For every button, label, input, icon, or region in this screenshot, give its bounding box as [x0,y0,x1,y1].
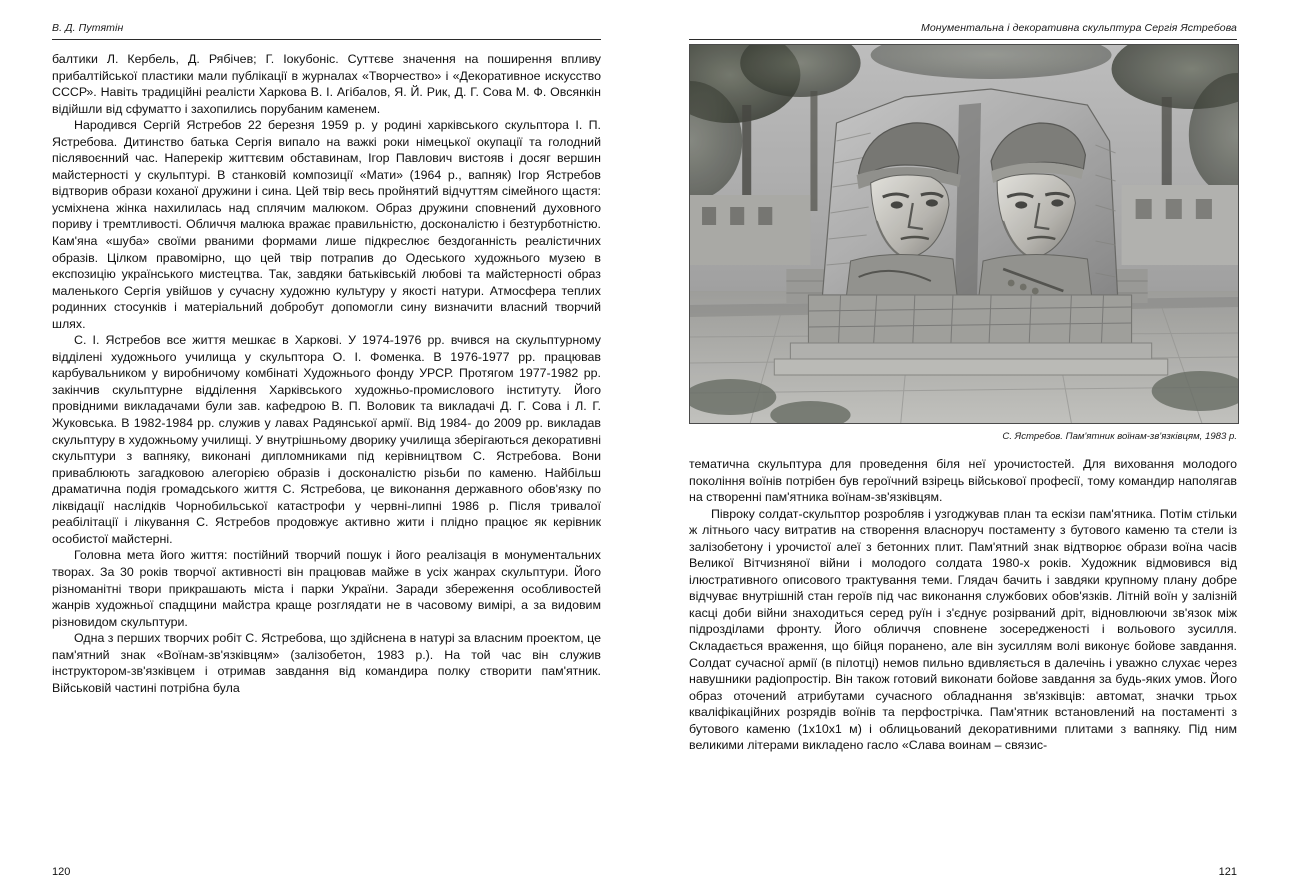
right-page [645,0,1289,896]
right-header-rule [689,39,1237,40]
paragraph: С. І. Ястребов все життя мешкає в Харкові. У 1974-1976 рр. вчився на скульптурному відділені художнього училища у скульптора О. І. Фоменка. В 1976-1977 рр. працював карбувальником у виробничому комбінаті Художнього фонду УРСР. Протягом 1977-1982 рр. закінчив скульптурне відділення Харківського художньо-промислового інституту. Його провідними викладачами були зав. кафедрою В. П. Воловик та викладачі Д. Г. Сова і Л. Г. Жуковська. В 1982-1984 рр. служив у лавах Радянської армії. Від 1984- до 2009 рр. викладав скульптуру в художньому училищі. У внутрішньому дворику училища зберігаються декоративні скульптури з вапняку, виконані дипломниками під керівництвом С. Ястребова. Вони приваблюють загадковою алегорією образів і досконалістю різьби по каменю. Найбільш драматична подія громадського життя С. Ястребова, це виконання державного обов'язку по ліквідації наслідків Чорнобильської катастрофи у червні-липні 1986 р. Після тривалої реабілітації і лікування С. Ястребов продовжує активно жити і плідно працює як керівник особистої майстерні. [52,333,601,546]
left-header-rule [52,39,601,40]
left-running-head: В. Д. Путятін [52,22,124,34]
paragraph: тематична скульптура для проведення біля неї урочистостей. Для виховання молодого покоління воїнів потрібен був героїчний взірець військової професії, тому командир наполягав на створенні пам'ятника воїнам-зв'язківцям. [689,457,1237,505]
paragraph: балтики Л. Кербель, Д. Рябічев; Г. Іокубоніс. Суттєве значення на поширення впливу прибалтійської пластики мали публікації в журналах «Творчество» і «Декоративное искусство СССР». Навіть традиційні реалісти Харкова В. І. Агібалов, Я. Й. Рик, Д. Г. Сова М. Ф. Овсянкін відійшли від сфуматто і захопились порубаним каменем. [52,52,601,116]
paragraph: Народився Сергій Ястребов 22 березня 1959 р. у родині харківського скульптора І. П. Ястребова. Дитинство батька Сергія випало на важкі роки німецької окупації та голодний післявоєнний час. Наперекір життєвим обставинам, Ігор Павлович вистояв і досяг вершин майстерності у скульптурі. В станковій композиції «Мати» (1964 р., вапняк) Ігор Ястребов відтворив образи коханої дружини і сина. Цей твір весь пройнятий відчуттям сімейного щастя: усміхнена жінка нахилилась над сплячим малюком. Образ дружини сповнений духовного пориву і тремтливості. Обличчя малюка вражає правильністю, досконалістю і безтурботністю. Кам'яна «шуба» своїми рваними формами лише підкреслює бездоганність реалістичних образів. Цілком правомірно, що цей твір потрапив до Одеського художнього музею в експозицію українського мистецтва. Так, завдяки батьківській любові та майстерності образ маленького Сергія увійшов у сучасну художню культуру у якості натури. Атмосфера теплих родинних стосунків і матеріальний добробут допомогли сину визначити власний творчий шлях. [52,118,601,331]
paragraph: Одна з перших творчих робіт С. Ястребова, що здійснена в натурі за власним проектом, це пам'ятний знак «Воїнам-зв'язківцям» (залізобетон, 1983 р.). На той час він служив інструктором-зв'язківцем і отримав завдання від командира полку створити пам'ятник. Військовій частині потрібна була [52,631,602,695]
left-page-number: 120 [52,866,71,878]
paragraph: Півроку солдат-скульптор розробляв і узгоджував план та ескізи пам'ятника. Потім стільки ж літнього часу витратив на створення власноруч постаменту з бутового каменю та стели із залізобетону і урочистої алеї з бетонних плит. Пам'ятний знак відтворює образи воїна часів Великої Вітчизняної війни і молодого солдата 1980-х років. Художник відмовився від ілюстративного описового трактування теми. Глядач бачить і завдяки крупному плану добре відчуває внутрішній стан героїв під час виконання службових обов'язків. Літній воїн у залізній касці доби війни знаходиться серед руїн і з'єднує розірваний дріт, відновлюючи зв'язок між підрозділами фронту. Його обличчя сповнене зосередженості і вольового зусилля. Складається враження, що бійця поранено, але він зусиллям волі виконує бойове завдання. Солдат сучасної армії (в пілотці) немов пильно вдивляється в далечінь і уважно слухає через навушники радіопростір. Він також готовий виконати бойове завдання за будь-яких умов. Його образ оточений атрибутами сучасного обладнання зв'язківців: автомат, значки трьох кваліфікаційних розрядів воїнів та перфострічка. Пам'ятник встановлений на постаменті з бутового каменю (1х10х1 м) і облицьований декоративними плитами з вапняку. Під ним великими літерами викладено гасло «Слава воинам – связис- [689,506,1237,753]
paragraph: Головна мета його життя: постійний творчий пошук і його реалізація в монументальних творах. За 30 років творчої активності він працював майже в усіх жанрах скульптури. Його різноманітні твори прикрашають міста і парки України. Заради збереження особливостей жанрів художньої спадщини майстра краще розглядати не в часовому вимірі, а за видовим різновидом скульптури. [52,548,601,629]
figure-caption: С. Ястребов. Пам'ятник воїнам-зв'язківцям, 1983 р. [1002,431,1237,442]
left-body-text [52,51,601,696]
monument-photo-illustration [690,45,1238,423]
right-body-text [689,456,1237,754]
monument-photo [689,44,1239,424]
right-running-head: Монументальна і декоративна скульптура Сергія Ястребова [920,22,1237,34]
right-page-number: 121 [1218,866,1237,878]
monument-figure [689,44,1237,442]
